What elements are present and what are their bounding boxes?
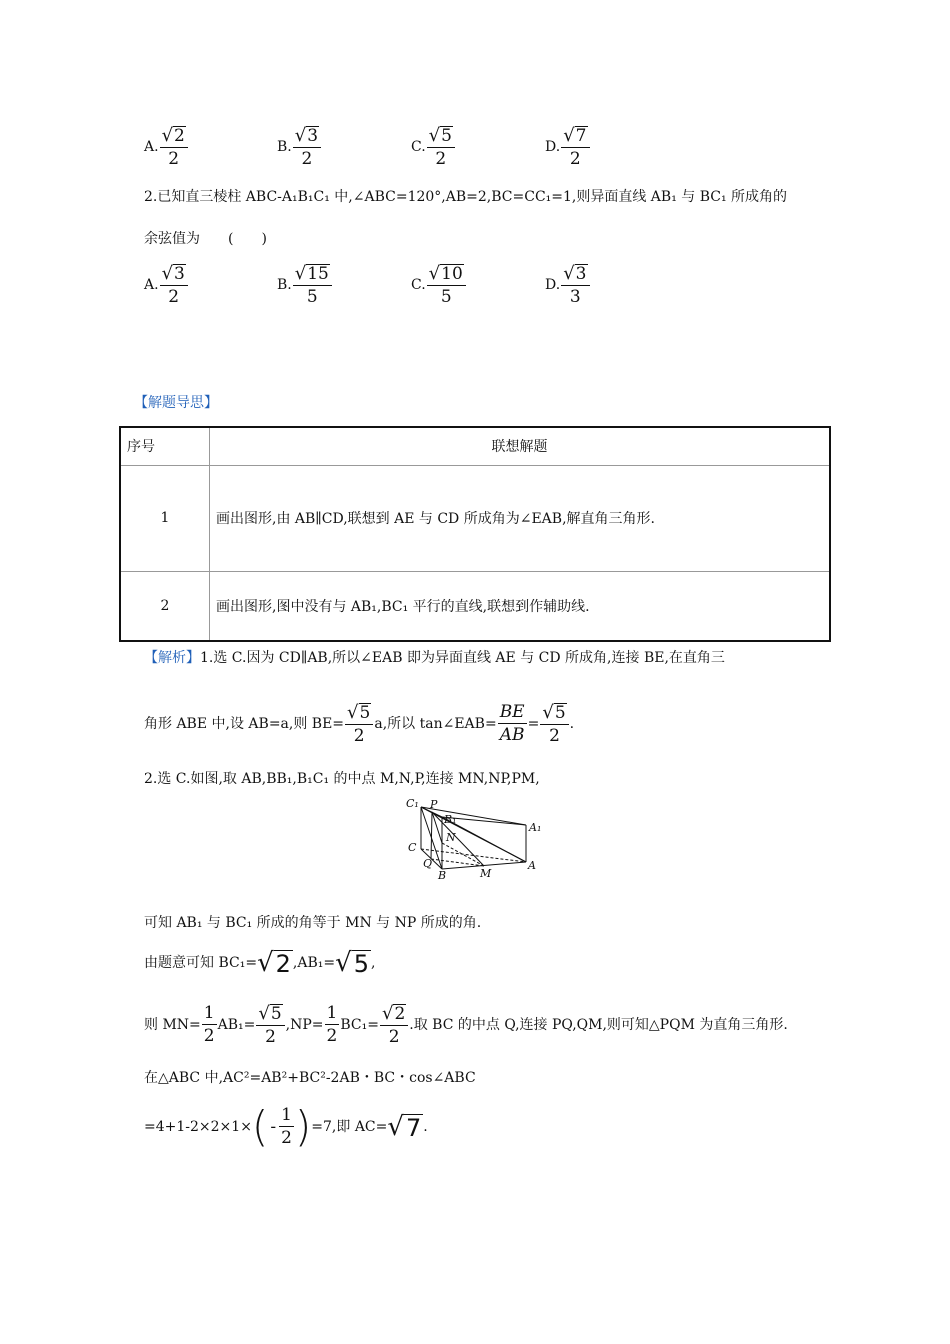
- q2-option-c: [411, 264, 467, 306]
- fraction-be-ab: [498, 704, 527, 744]
- solution-line2: 角形 ABE 中,设 AB=a,则 BE= √ 5 2 a,所以 tan∠EAB= $\frac{BE}{AB}$ = √ 5 2 .: [144, 702, 575, 746]
- option-letter: A.: [144, 277, 159, 293]
- numerator: BE: [499, 702, 525, 722]
- solution2-line4: [144, 1004, 788, 1046]
- text: AB₁=: [217, 1017, 256, 1033]
- radicand: 10: [441, 264, 463, 284]
- radicand: 2: [174, 126, 185, 146]
- solution-text: 1.选 C.因为 CD∥AB,所以∠EAB 即为异面直线 AE 与 CD 所成角,连接 BE,在直角三: [200, 650, 725, 666]
- fraction: √ 15 5: [293, 264, 332, 306]
- text: 由题意可知 BC₁=: [144, 955, 258, 971]
- option-letter: D.: [545, 277, 561, 293]
- q1-option-c: [411, 126, 456, 168]
- fraction: √ 5 2: [540, 703, 568, 745]
- denominator: 3: [569, 287, 581, 307]
- denominator: 2: [203, 1026, 215, 1046]
- radicand: 5: [554, 703, 566, 723]
- row-no: 2: [120, 571, 210, 641]
- option-letter: A.: [144, 139, 159, 155]
- fraction: √ 10 5: [427, 264, 466, 306]
- denominator: 5: [440, 287, 452, 307]
- denominator: 2: [168, 149, 180, 169]
- q2-stem-line2: 余弦值为 ( ): [144, 231, 267, 247]
- table-header-row: [120, 427, 830, 465]
- fraction: √ 7 2: [561, 126, 589, 168]
- solution2-line6: =4+1-2×2×1× ( - $\frac{1}{2}$ ) =7,即 AC= √ 7 .: [144, 1102, 428, 1151]
- fraction: [279, 1107, 294, 1147]
- label-n: N: [446, 831, 456, 844]
- radicand: 7: [405, 1114, 422, 1142]
- q2-option-b: [277, 264, 333, 306]
- denominator: 2: [326, 1026, 338, 1046]
- label-c: C: [408, 841, 417, 854]
- denominator: 5: [306, 287, 318, 307]
- text: a,所以 tan∠EAB=: [374, 716, 497, 732]
- fraction: √ 3 2: [293, 126, 321, 168]
- solution-tag: 【解析】: [144, 650, 200, 666]
- radicand: 2: [394, 1004, 406, 1024]
- denominator: 2: [168, 287, 180, 307]
- radicand: 15: [307, 264, 329, 284]
- sqrt-expression: √ 7: [387, 1112, 422, 1142]
- label-a: A: [528, 859, 536, 872]
- denominator: 2: [353, 726, 365, 746]
- denominator: 2: [569, 149, 581, 169]
- q1-option-b: [277, 126, 322, 168]
- numerator: 1: [281, 1105, 292, 1125]
- sqrt-expression: √ 5: [335, 948, 369, 978]
- denominator: 2: [301, 149, 313, 169]
- label-q: Q: [423, 857, 433, 870]
- fraction: √ 5 2: [427, 126, 455, 168]
- radicand: 5: [359, 703, 371, 723]
- denominator: AB: [499, 725, 525, 745]
- text: ,AB₁=: [292, 955, 336, 971]
- text: ,NP=: [285, 1017, 324, 1033]
- q2-stem-line1: 2.已知直三棱柱 ABC-A₁B₁C₁ 中,∠ABC=120°,AB=2,BC=CC₁=1,则异面直线 AB₁ 与 BC₁ 所成角的: [144, 189, 788, 205]
- text: .取 BC 的中点 Q,连接 PQ,QM,则可知△PQM 为直角三角形.: [409, 1017, 788, 1033]
- denominator: 2: [265, 1027, 276, 1047]
- q2-option-a: [144, 264, 189, 306]
- guide-table: [119, 426, 831, 642]
- option-letter: C.: [411, 277, 426, 293]
- fraction: [325, 1005, 340, 1045]
- minus-sign: -: [270, 1116, 277, 1137]
- solution2-line2: 可知 AB₁ 与 BC₁ 所成的角等于 MN 与 NP 所成的角.: [144, 915, 482, 931]
- radicand: 5: [441, 126, 452, 146]
- solution-line1: [144, 651, 725, 665]
- prism-figure: [404, 797, 554, 879]
- label-a1: A₁: [529, 821, 542, 834]
- solution2-line1: 2.选 C.如图,取 AB,BB₁,B₁C₁ 的中点 M,N,P,连接 MN,NP,PM,: [144, 771, 540, 787]
- table-row: [120, 465, 830, 571]
- radicand: 3: [575, 264, 587, 284]
- option-letter: B.: [277, 277, 292, 293]
- sqrt-expression: √ 2: [257, 948, 291, 978]
- solution2-line5: 在△ABC 中,AC²=AB²+BC²-2AB・BC・cos∠ABC: [144, 1070, 476, 1086]
- row-text: 画出图形,图中没有与 AB₁,BC₁ 平行的直线,联想到作辅助线.: [210, 571, 831, 641]
- radicand: 3: [307, 126, 319, 146]
- radicand: 3: [174, 264, 185, 284]
- label-p: P: [430, 798, 438, 811]
- table-row: [120, 571, 830, 641]
- fraction: √ 5 2: [345, 703, 373, 745]
- numerator: 1: [203, 1003, 215, 1023]
- label-b: B: [438, 869, 447, 879]
- q2-option-d: [545, 264, 591, 306]
- fraction: √ 5 2: [256, 1004, 284, 1046]
- radicand: 5: [270, 1004, 282, 1024]
- option-letter: C.: [411, 139, 426, 155]
- radicand: 2: [275, 950, 291, 978]
- fraction: √ 2 2: [380, 1004, 408, 1046]
- numerator: 1: [326, 1003, 338, 1023]
- solution2-line3: 由题意可知 BC₁= √ 2 ,AB₁= √ 5 ,: [144, 948, 376, 978]
- fraction: √ 2 2: [160, 126, 188, 168]
- text: =4+1-2×2×1×: [144, 1119, 252, 1135]
- q1-option-a: [144, 126, 189, 168]
- text: =7,即 AC=: [311, 1119, 388, 1135]
- row-text: 画出图形,由 AB∥CD,联想到 AE 与 CD 所成角为∠EAB,解直角三角形.: [210, 465, 831, 571]
- option-letter: B.: [277, 139, 292, 155]
- header-no: 序号: [120, 427, 210, 465]
- text: 角形 ABE 中,设 AB=a,则 BE=: [144, 716, 345, 732]
- fraction: [202, 1005, 217, 1045]
- option-letter: D.: [545, 139, 561, 155]
- header-method: 联想解题: [210, 427, 831, 465]
- label-c1: C₁: [406, 797, 419, 810]
- denominator: 2: [549, 726, 560, 746]
- fraction: √ 3 3: [561, 264, 589, 306]
- fraction: √ 3 2: [160, 264, 188, 306]
- radicand: 7: [575, 126, 587, 146]
- radicand: 5: [353, 950, 369, 978]
- text: 则 MN=: [144, 1017, 201, 1033]
- denominator: 2: [388, 1027, 400, 1047]
- row-no: 1: [120, 465, 210, 571]
- text: BC₁=: [340, 1017, 379, 1033]
- denominator: 2: [281, 1128, 292, 1148]
- label-b1: B₁: [444, 813, 457, 826]
- q1-option-d: [545, 126, 591, 168]
- denominator: 2: [435, 149, 447, 169]
- label-m: M: [480, 867, 492, 879]
- guide-heading: 【解题导思】: [134, 395, 218, 411]
